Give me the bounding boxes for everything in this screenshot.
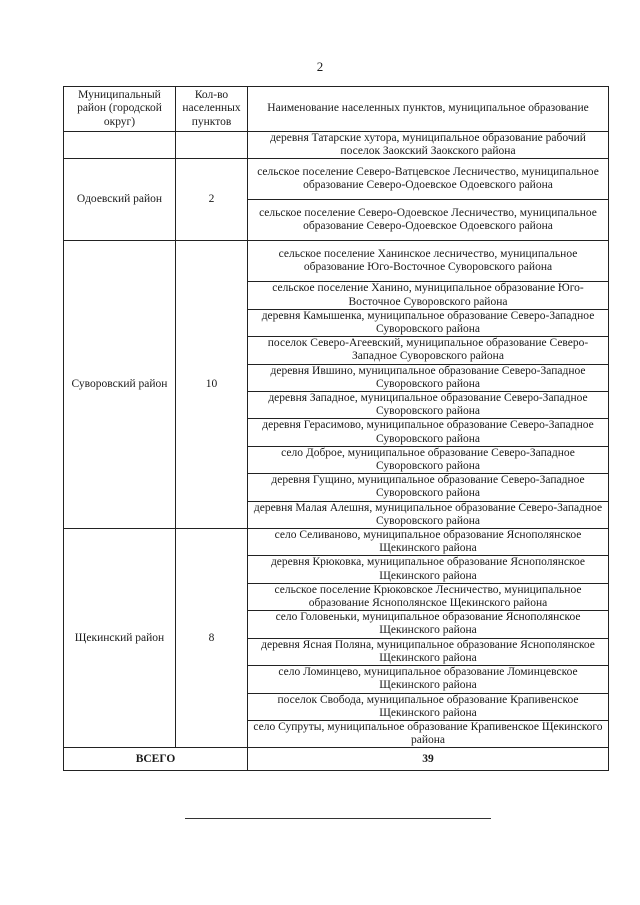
place-cell: деревня Малая Алешня, муниципальное образование Северо-Западное Суворовского района (248, 501, 609, 528)
total-row (64, 748, 609, 771)
table-row (64, 159, 609, 200)
header-count: Кол-во населенных пунктов (176, 87, 248, 132)
place-cell: село Селиваново, муниципальное образование Яснополянское Щекинского района (248, 529, 609, 556)
place-cell: деревня Камышенка, муниципальное образование Северо-Западное Суворовского района (248, 309, 609, 336)
count-cell-shchekinsky: 8 (176, 529, 248, 748)
place-cell: сельское поселение Ханино, муниципальное образование Юго-Восточное Суворовского района (248, 282, 609, 309)
table-row (64, 241, 609, 282)
place-cell: сельское поселение Северо-Одоевское Лесничество, муниципальное образование Северо-Одоевское Одоевского района (248, 200, 609, 241)
place-cell: деревня Западное, муниципальное образование Северо-Западное Суворовского района (248, 392, 609, 419)
place-cell: деревня Ившино, муниципальное образование Северо-Западное Суворовского района (248, 364, 609, 391)
count-cell-suvorovsky: 10 (176, 241, 248, 529)
page-number: 2 (316, 59, 324, 74)
total-label: ВСЕГО (64, 748, 248, 771)
place-cell: село Доброе, муниципальное образование Северо-Западное Суворовского района (248, 446, 609, 473)
district-cell-shchekinsky: Щекинский район (64, 529, 176, 748)
place-cell: сельское поселение Ханинское лесничество, муниципальное образование Юго-Восточное Суворовского района (248, 241, 609, 282)
header-names: Наименование населенных пунктов, муниципальное образование (248, 87, 609, 132)
place-cell: поселок Свобода, муниципальное образование Крапивенское Щекинского района (248, 693, 609, 720)
district-cell-empty (64, 132, 176, 159)
place-cell: поселок Северо-Агеевский, муниципальное образование Северо-Западное Суворовского района (248, 337, 609, 364)
place-cell: село Супруты, муниципальное образование Крапивенское Щекинского района (248, 720, 609, 747)
bottom-divider (185, 818, 491, 819)
settlements-table (63, 86, 609, 771)
count-cell-empty (176, 132, 248, 159)
count-cell-odoevsky: 2 (176, 159, 248, 241)
place-cell: село Ломинцево, муниципальное образование Ломинцевское Щекинского района (248, 666, 609, 693)
place-cell: село Головеньки, муниципальное образование Яснополянское Щекинского района (248, 611, 609, 638)
place-cell: деревня Гущино, муниципальное образование Северо-Западное Суворовского района (248, 474, 609, 501)
place-cell: сельское поселение Крюковское Лесничество, муниципальное образование Яснополянское Щекинского района (248, 583, 609, 610)
place-cell: деревня Ясная Поляна, муниципальное образование Яснополянское Щекинского района (248, 638, 609, 665)
table-row (64, 132, 609, 159)
total-value: 39 (248, 748, 609, 771)
header-district: Муниципальный район (городской округ) (64, 87, 176, 132)
place-cell: сельское поселение Северо-Ватцевское Лесничество, муниципальное образование Северо-Одоевское Одоевского района (248, 159, 609, 200)
place-cell: деревня Герасимово, муниципальное образование Северо-Западное Суворовского района (248, 419, 609, 446)
table-header-row (64, 87, 609, 132)
place-cell: деревня Татарские хутора, муниципальное образование рабочий поселок Заокский Заокского района (248, 132, 609, 159)
table-row (64, 529, 609, 556)
place-cell: деревня Крюковка, муниципальное образование Яснополянское Щекинского района (248, 556, 609, 583)
district-cell-suvorovsky: Суворовский район (64, 241, 176, 529)
district-cell-odoevsky: Одоевский район (64, 159, 176, 241)
